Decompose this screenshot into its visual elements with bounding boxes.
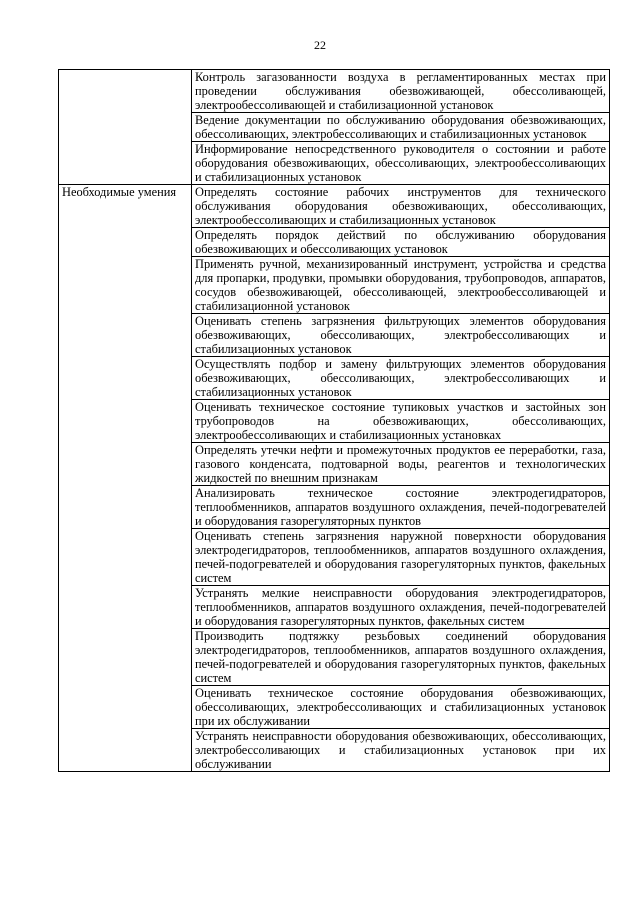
table-cell: Оценивать техническое состояние тупиковых участков и застойных зон трубопроводов на обезвоживающих, обессоливающих, электрообессоливающих и стабилизационных установках: [192, 400, 610, 443]
page-number: 22: [314, 38, 326, 52]
table-cell: Оценивать степень загрязнения фильтрующих элементов оборудования обезвоживающих, обессоливающих, электробессоливающих и стабилизационных установок: [192, 314, 610, 357]
table-cell: Контроль загазованности воздуха в регламентированных местах при проведении обслуживания обезвоживающей, обессоливающей, электрообессоливающей и стабилизационной установок: [192, 70, 610, 113]
table-cell: Применять ручной, механизированный инструмент, устройства и средства для пропарки, продувки, промывки оборудования, трубопроводов, аппаратов, сосудов обезвоживающей, обессоливающей, электрообессоливающей и стабилизационной установок: [192, 257, 610, 314]
requirements-table: [58, 69, 610, 772]
table-cell: Ведение документации по обслуживанию оборудования обезвоживающих, обессоливающих, электробессоливающих и стабилизационных установок: [192, 113, 610, 142]
table-cell: Определять порядок действий по обслуживанию оборудования обезвоживающих и обессоливающих установок: [192, 228, 610, 257]
table-cell: Производить подтяжку резьбовых соединений оборудования электродегидраторов, теплообменников, аппаратов воздушного охлаждения, печей-подогревателей и оборудования газорегуляторных пунктов, факельных систем: [192, 629, 610, 686]
table-cell: Анализировать техническое состояние электродегидраторов, теплообменников, аппаратов воздушного охлаждения, печей-подогревателей и оборудования газорегуляторных пунктов: [192, 486, 610, 529]
table-cell: Устранять мелкие неисправности оборудования электродегидраторов, теплообменников, аппаратов воздушного охлаждения, печей-подогревателей и оборудования газорегуляторных пунктов, факельных систем: [192, 586, 610, 629]
table-cell: Устранять неисправности оборудования обезвоживающих, обессоливающих, электробессоливающих и стабилизационных установок при их обслуживании: [192, 729, 610, 772]
table-cell: Осуществлять подбор и замену фильтрующих элементов оборудования обезвоживающих, обессоливающих, электробессоливающих и стабилизационных установок: [192, 357, 610, 400]
table-cell: Определять утечки нефти и промежуточных продуктов ее переработки, газа, газового конденсата, подтоварной воды, реагентов и технологических жидкостей по внешним признакам: [192, 443, 610, 486]
table-cell: Оценивать техническое состояние оборудования обезвоживающих, обессоливающих, электробессоливающих и стабилизационных установок при их обслуживании: [192, 686, 610, 729]
section-label: Необходимые умения: [59, 185, 192, 772]
table-row: [59, 70, 610, 113]
table-row: [59, 185, 610, 228]
table-cell: Определять состояние рабочих инструментов для технического обслуживания оборудования обезвоживающих, обессоливающих, электрообессоливающих и стабилизационных установок: [192, 185, 610, 228]
table-cell: Оценивать степень загрязнения наружной поверхности оборудования электродегидраторов, теплообменников, аппаратов воздушного охлаждения, печей-подогревателей и оборудования газорегуляторных пунктов, факельных систем: [192, 529, 610, 586]
table-cell: Информирование непосредственного руководителя о состоянии и работе оборудования обезвоживающих, обессоливающих, электрообессоливающих и стабилизационных установок: [192, 142, 610, 185]
empty-label-cell: [59, 70, 192, 185]
